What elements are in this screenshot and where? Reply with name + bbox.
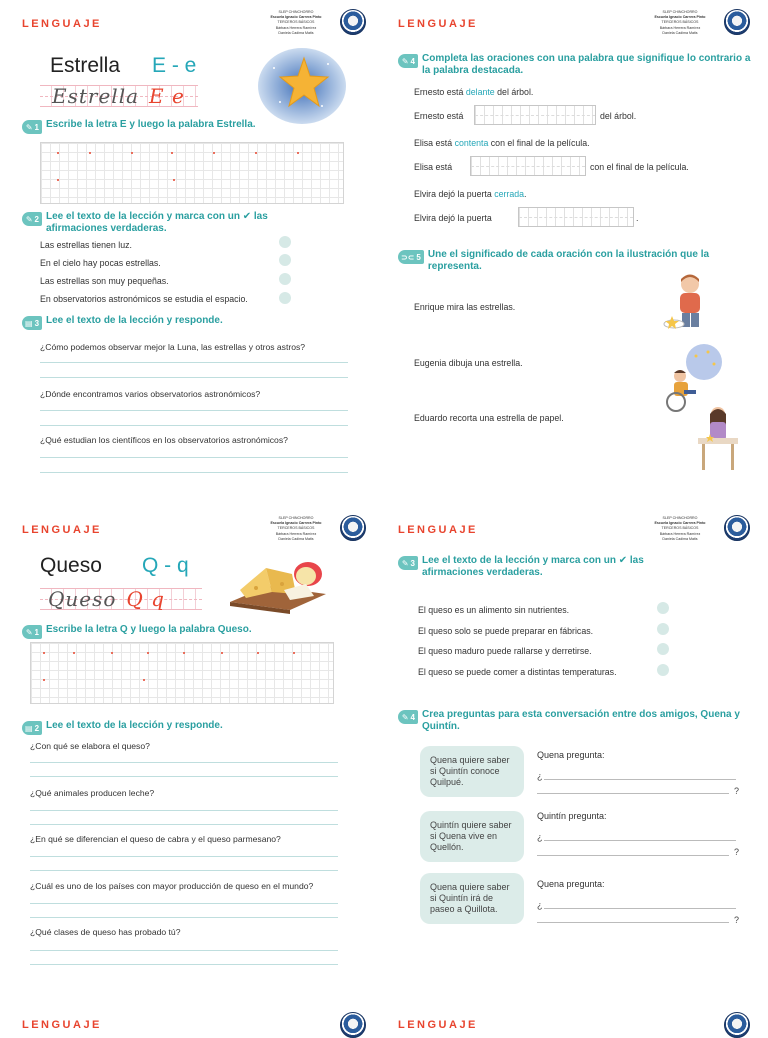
writing-grid[interactable] [30,642,334,704]
activity-badge: ✎ 4 [398,710,418,724]
statement: Las estrellas tienen luz. [40,240,132,250]
match-sentence[interactable]: Enrique mira las estrellas. [414,302,516,312]
subject-title: LENGUAJE [398,18,478,30]
sentence-label: Ernesto está [414,111,464,121]
cheese-board-illustration [226,550,330,614]
question-line[interactable] [544,908,736,909]
school-logo [724,9,750,35]
question: ¿Qué clases de queso has probado tú? [30,927,181,937]
subject-title: LENGUAJE [22,18,102,30]
activity-4-header: ✎ 4 Crea preguntas para esta conversación entre dos amigos, Quena y Quintín. [398,709,752,732]
activity-badge: ✎ 1 [22,625,42,639]
activity-3-header: ✎ 3 Lee el texto de la lección y marca con un ✔ las afirmaciones verdaderas. [398,555,682,578]
subject-title: LENGUAJE [398,524,478,536]
school-logo [340,515,366,541]
sentence: Ernesto está delante del árbol. [414,87,534,97]
answer-line[interactable] [40,425,348,426]
school-info: SLEP CHINCHORRO Escuela Ignacio Carrera Pinto TERCEROS BÁSICOS Bárbara Herrera Ramírez Daniela Cadima Matis [270,10,322,35]
subject-title: LENGUAJE [22,1019,102,1031]
match-sentence[interactable]: Eduardo recorta una estrella de papel. [414,413,564,423]
activity-badge: ✎ 3 [398,556,418,570]
question-line[interactable] [544,779,736,780]
subject-title: LENGUAJE [22,524,102,536]
pencil-icon: ✎ [25,627,33,637]
question: ¿Qué estudian los científicos en los observatorios astronómicos? [40,435,288,445]
answer-line[interactable] [30,917,338,918]
situation-card: Quena quiere saber si Quintín irá de paseo a Quillota. [420,873,524,924]
worksheet-page-queso [0,506,384,1006]
statement: El queso solo se puede preparar en fábricas. [418,626,594,636]
activity-badge: ✎ 2 [22,212,42,226]
situation-card: Quena quiere saber si Quintín conoce Quilpué. [420,746,524,797]
school-info: SLEP CHINCHORRO Escuela Ignacio Carrera Pinto TERCEROS BÁSICOS Bárbara Herrera Ramírez Daniela Cadima Matis [654,10,706,35]
answer-line[interactable] [30,950,338,951]
ask-label: Quintín pregunta: [537,811,607,821]
check-circle[interactable] [657,602,669,614]
answer-line[interactable] [30,856,338,857]
question: ¿Cómo podemos observar mejor la Luna, las estrellas y otros astros? [40,342,306,352]
activity-1-header: ✎ 1 Escribe la letra Q y luego la palabra Queso. [22,624,252,639]
question-line[interactable] [544,840,736,841]
answer-line[interactable] [30,870,338,871]
match-sentence[interactable]: Eugenia dibuja una estrella. [414,358,523,368]
worksheet-page-opposites [384,0,768,500]
question: ¿En qué se diferencian el queso de cabra y el queso parmesano? [30,834,281,844]
check-circle[interactable] [279,292,291,304]
activity-4-header: ✎ 4 Completa las oraciones con una palabra que signifique lo contrario a la palabra destacada. [398,53,752,76]
question: ¿Cuál es uno de los países con mayor producción de queso en el mundo? [30,881,314,891]
sentence-label: Elvira dejó la puerta [414,213,492,223]
pencil-icon: ✎ [25,214,33,224]
pencil-icon: ✎ [401,558,409,568]
check-circle[interactable] [279,273,291,285]
question-line[interactable] [537,922,729,923]
sentence-label: Elisa está [414,162,453,172]
answer-line[interactable] [40,362,348,363]
lesson-letters: Q - q [142,554,189,577]
pencil-icon: ✎ [401,56,409,66]
cursive-model: Queso Q q [40,588,202,610]
statement: En el cielo hay pocas estrellas. [40,258,161,268]
sentence-label: con el final de la película. [590,162,689,172]
activity-2-header: ✎ 2 Lee el texto de la lección y marca con un ✔ las afirmaciones verdaderas. [22,211,276,234]
question-line[interactable] [537,793,729,794]
activity-2-header: ▤ 2 Lee el texto de la lección y responde. [22,720,223,735]
answer-box[interactable] [518,207,634,227]
worksheet-page-estrella [0,0,384,500]
ask-label: Quena pregunta: [537,750,605,760]
answer-line[interactable] [30,776,338,777]
worksheet-page-quena-quintin: LENGUAJE SLEP CHINCHORRO Escuela Ignacio Carrera Pinto TERCEROS BÁSICOS Bárbara Herrera Ramírez Daniela Cadima Matis ✎ 3 Lee el texto de la lección y marca con un ✔ las afirmaciones verdaderas. El queso es un alimento sin nutrientes. El queso solo se puede preparar en fábricas. El queso maduro puede rallarse y derretirse. El queso se puede comer a distintas temperaturas. ✎ 4 Crea preguntas para esta conversación entre dos amigos, Quena y Quintín. Quena quiere saber si Quintín conoce Quilpué. Quena pregunta: ¿ ? Quintín quiere saber si Quena vive en Quellón. Quintín pregunta: ¿ ? Quena quiere saber si Quintín irá de paseo a Quillota. Quena pregunta: ¿ ? [384,506,768,1006]
statement: El queso es un alimento sin nutrientes. [418,605,570,615]
match-icon: ⊃⊂ [401,252,415,262]
school-logo [340,1012,366,1038]
lesson-letters: E - e [152,54,197,77]
school-info: SLEP CHINCHORRO Escuela Ignacio Carrera Pinto TERCEROS BÁSICOS Bárbara Herrera Ramírez Daniela Cadima Matis [654,516,706,541]
ask-label: Quena pregunta: [537,879,605,889]
answer-line[interactable] [30,762,338,763]
girl-drawing-star-illustration[interactable] [696,404,742,472]
star-illustration [258,48,346,124]
question: ¿Qué animales producen leche? [30,788,155,798]
writing-grid[interactable] [40,142,344,204]
statement: El queso se puede comer a distintas temperaturas. [418,667,617,677]
activity-badge: ▤ 3 [22,316,42,330]
lesson-word: Queso [40,554,102,577]
sentence: Elvira dejó la puerta cerrada. [414,189,527,199]
check-circle[interactable] [657,623,669,635]
answer-box[interactable] [474,105,596,125]
answer-box[interactable] [470,156,586,176]
situation-card: Quintín quiere saber si Quena vive en Quellón. [420,811,524,862]
book-icon: ▤ [25,318,33,328]
sentence-label: del árbol. [600,111,637,121]
statement: Las estrellas son muy pequeñas. [40,276,169,286]
answer-line[interactable] [30,964,338,965]
statement: En observatorios astronómicos se estudia el espacio. [40,294,248,304]
activity-badge: ✎ 4 [398,54,418,68]
school-logo [724,515,750,541]
lesson-word: Estrella [50,54,121,77]
activity-1-header: ✎ 1 Escribe la letra E y luego la palabra Estrella. [22,119,256,134]
answer-line[interactable] [40,457,348,458]
activity-badge: ⊃⊂ 5 [398,250,424,264]
answer-line[interactable] [40,472,348,473]
sentence: Elisa está contenta con el final de la película. [414,138,590,148]
statement: El queso maduro puede rallarse y derretirse. [418,646,592,656]
activity-3-header: ▤ 3 Lee el texto de la lección y responde. [22,315,223,330]
check-circle[interactable] [657,643,669,655]
next-page-left [0,1008,384,1031]
sentence-label: . [636,213,639,223]
question: ¿Con qué se elabora el queso? [30,741,150,751]
cursive-model: Estrella E e [40,85,198,107]
answer-line[interactable] [30,824,338,825]
question-line[interactable] [537,855,729,856]
pencil-icon: ✎ [401,712,409,722]
school-logo [340,9,366,35]
question: ¿Dónde encontramos varios observatorios astronómicos? [40,389,261,399]
answer-line[interactable] [30,810,338,811]
answer-line[interactable] [40,377,348,378]
next-page-right [384,1008,768,1031]
boy-cutting-star-illustration[interactable] [660,272,718,336]
school-info: SLEP CHINCHORRO Escuela Ignacio Carrera Pinto TERCEROS BÁSICOS Bárbara Herrera Ramírez Daniela Cadima Matis [270,516,322,541]
school-logo [724,1012,750,1038]
check-circle[interactable] [279,254,291,266]
answer-line[interactable] [40,410,348,411]
pencil-icon: ✎ [25,122,33,132]
activity-badge: ✎ 1 [22,120,42,134]
activity-badge: ▤ 2 [22,721,42,735]
check-circle[interactable] [657,664,669,676]
answer-line[interactable] [30,903,338,904]
check-circle[interactable] [279,236,291,248]
book-icon: ▤ [25,723,33,733]
subject-title: LENGUAJE [398,1019,478,1031]
activity-5-header: ⊃⊂ 5 Une el significado de cada oración con la ilustración que la representa. [398,249,752,272]
